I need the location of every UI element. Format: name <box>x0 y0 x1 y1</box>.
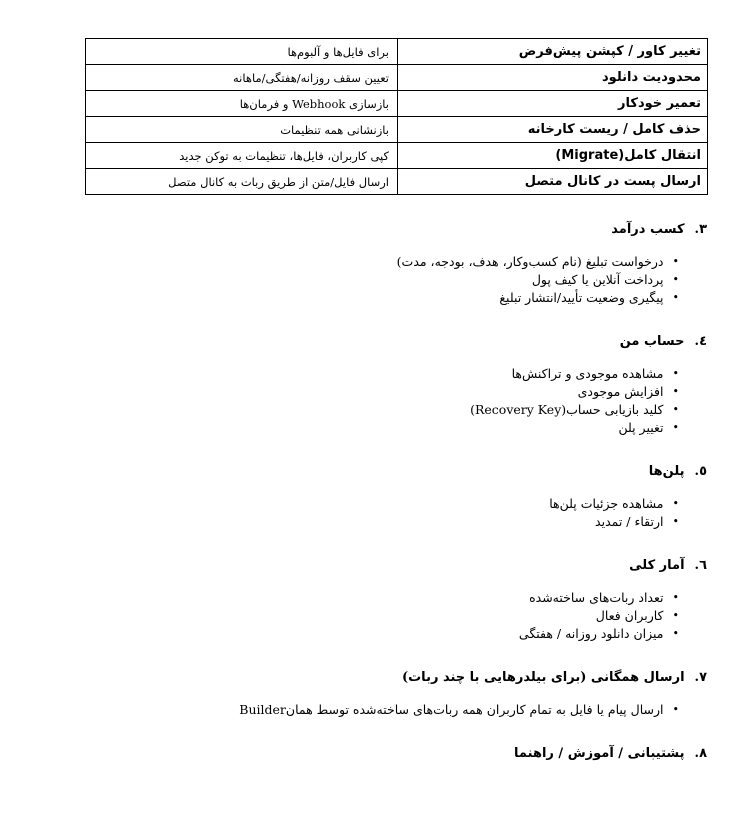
section-title: پلن‌ها <box>648 464 685 479</box>
section-number: ٦. <box>694 558 707 573</box>
feature-name-cell: انتقال کامل(Migrate) <box>397 143 707 169</box>
bullet-icon: • <box>672 385 679 398</box>
section-heading <box>0 557 707 575</box>
bullet-item <box>0 607 679 625</box>
table-row <box>86 65 708 91</box>
feature-description-cell: بازسازی Webhook و فرمان‌ها <box>86 91 398 117</box>
bullet-icon: • <box>672 627 679 640</box>
section-broadcast <box>0 669 749 719</box>
bullet-text: ارتقاء / تمدید <box>595 514 664 529</box>
bullet-item <box>0 253 679 271</box>
bullet-text: کلید بازیابی حساب(Recovery Key) <box>470 402 664 417</box>
feature-name-cell: تغییر کاور / کپشن پیش‌فرض <box>397 39 707 65</box>
feature-name-cell: حذف کامل / ریست کارخانه <box>397 117 707 143</box>
bullet-icon: • <box>672 403 679 416</box>
bullet-icon: • <box>672 497 679 510</box>
features-table <box>85 38 708 195</box>
bullet-icon: • <box>672 367 679 380</box>
bullet-text: پرداخت آنلاین یا کیف پول <box>531 272 664 287</box>
bullet-text: ارسال پیام یا فایل به تمام کاربران همه ربات‌های ساخته‌شده توسط همانBuilder <box>239 702 664 717</box>
table-row <box>86 91 708 117</box>
feature-description-cell: برای فایل‌ها و آلبوم‌ها <box>86 39 398 65</box>
bullet-item <box>0 495 679 513</box>
table-row <box>86 39 708 65</box>
table-row <box>86 169 708 195</box>
bullet-text: مشاهده موجودی و تراکنش‌ها <box>511 366 664 381</box>
bullet-item <box>0 401 679 419</box>
section-heading <box>0 745 707 763</box>
bullet-list <box>0 495 679 531</box>
table-row <box>86 143 708 169</box>
bullet-icon: • <box>672 291 679 304</box>
section-number: ٧. <box>694 670 707 685</box>
section-my-account <box>0 333 749 437</box>
bullet-text: درخواست تبلیغ (نام کسب‌وکار، هدف، بودجه، مدت) <box>396 254 664 269</box>
section-number: ٥. <box>694 464 707 479</box>
feature-description-cell: کپی کاربران، فایل‌ها، تنظیمات به توکن جدید <box>86 143 398 169</box>
section-title: ارسال همگانی (برای بیلدرهایی با چند ربات) <box>401 670 685 685</box>
bullet-icon: • <box>672 703 679 716</box>
feature-name-cell: محدودیت دانلود <box>397 65 707 91</box>
bullet-icon: • <box>672 515 679 528</box>
section-support <box>0 745 749 763</box>
bullet-list <box>0 253 679 307</box>
bullet-list <box>0 365 679 437</box>
section-number: ٣. <box>694 222 707 237</box>
section-title: پشتیبانی / آموزش / راهنما <box>514 746 685 761</box>
section-earn-money <box>0 221 749 307</box>
bullet-item <box>0 701 679 719</box>
feature-name-cell: تعمیر خودکار <box>397 91 707 117</box>
section-overall-stats <box>0 557 749 643</box>
bullet-icon: • <box>672 421 679 434</box>
bullet-item <box>0 383 679 401</box>
section-heading <box>0 669 707 687</box>
section-number: ٨. <box>694 746 707 761</box>
bullet-text: میزان دانلود روزانه / هفتگی <box>518 626 664 641</box>
bullet-icon: • <box>672 273 679 286</box>
section-heading <box>0 333 707 351</box>
section-title: حساب من <box>619 334 685 349</box>
bullet-text: تعداد ربات‌های ساخته‌شده <box>529 590 664 605</box>
bullet-icon: • <box>672 255 679 268</box>
bullet-icon: • <box>672 591 679 604</box>
bullet-item <box>0 365 679 383</box>
bullet-text: کاربران فعال <box>595 608 664 623</box>
feature-description-cell: ارسال فایل/متن از طریق ربات به کانال متصل <box>86 169 398 195</box>
bullet-item <box>0 589 679 607</box>
bullet-text: پیگیری وضعیت تأیید/انتشار تبلیغ <box>499 290 664 305</box>
feature-description-cell: تعیین سقف روزانه/هفتگی/ماهانه <box>86 65 398 91</box>
bullet-text: تغییر پلن <box>618 420 664 435</box>
section-number: ٤. <box>694 334 707 349</box>
feature-name-cell: ارسال پست در کانال متصل <box>397 169 707 195</box>
bullet-list <box>0 589 679 643</box>
bullet-item <box>0 419 679 437</box>
bullet-item <box>0 271 679 289</box>
section-title: کسب درآمد <box>611 222 685 237</box>
bullet-item <box>0 513 679 531</box>
section-plans <box>0 463 749 531</box>
bullet-text: افزایش موجودی <box>577 384 664 399</box>
feature-description-cell: بازنشانی همه تنظیمات <box>86 117 398 143</box>
section-heading <box>0 221 707 239</box>
table-row <box>86 117 708 143</box>
bullet-item <box>0 289 679 307</box>
section-title: آمار کلی <box>629 558 685 573</box>
bullet-icon: • <box>672 609 679 622</box>
bullet-item <box>0 625 679 643</box>
document-page <box>0 38 749 819</box>
section-heading <box>0 463 707 481</box>
bullet-text: مشاهده جزئیات پلن‌ها <box>549 496 664 511</box>
bullet-list <box>0 701 679 719</box>
